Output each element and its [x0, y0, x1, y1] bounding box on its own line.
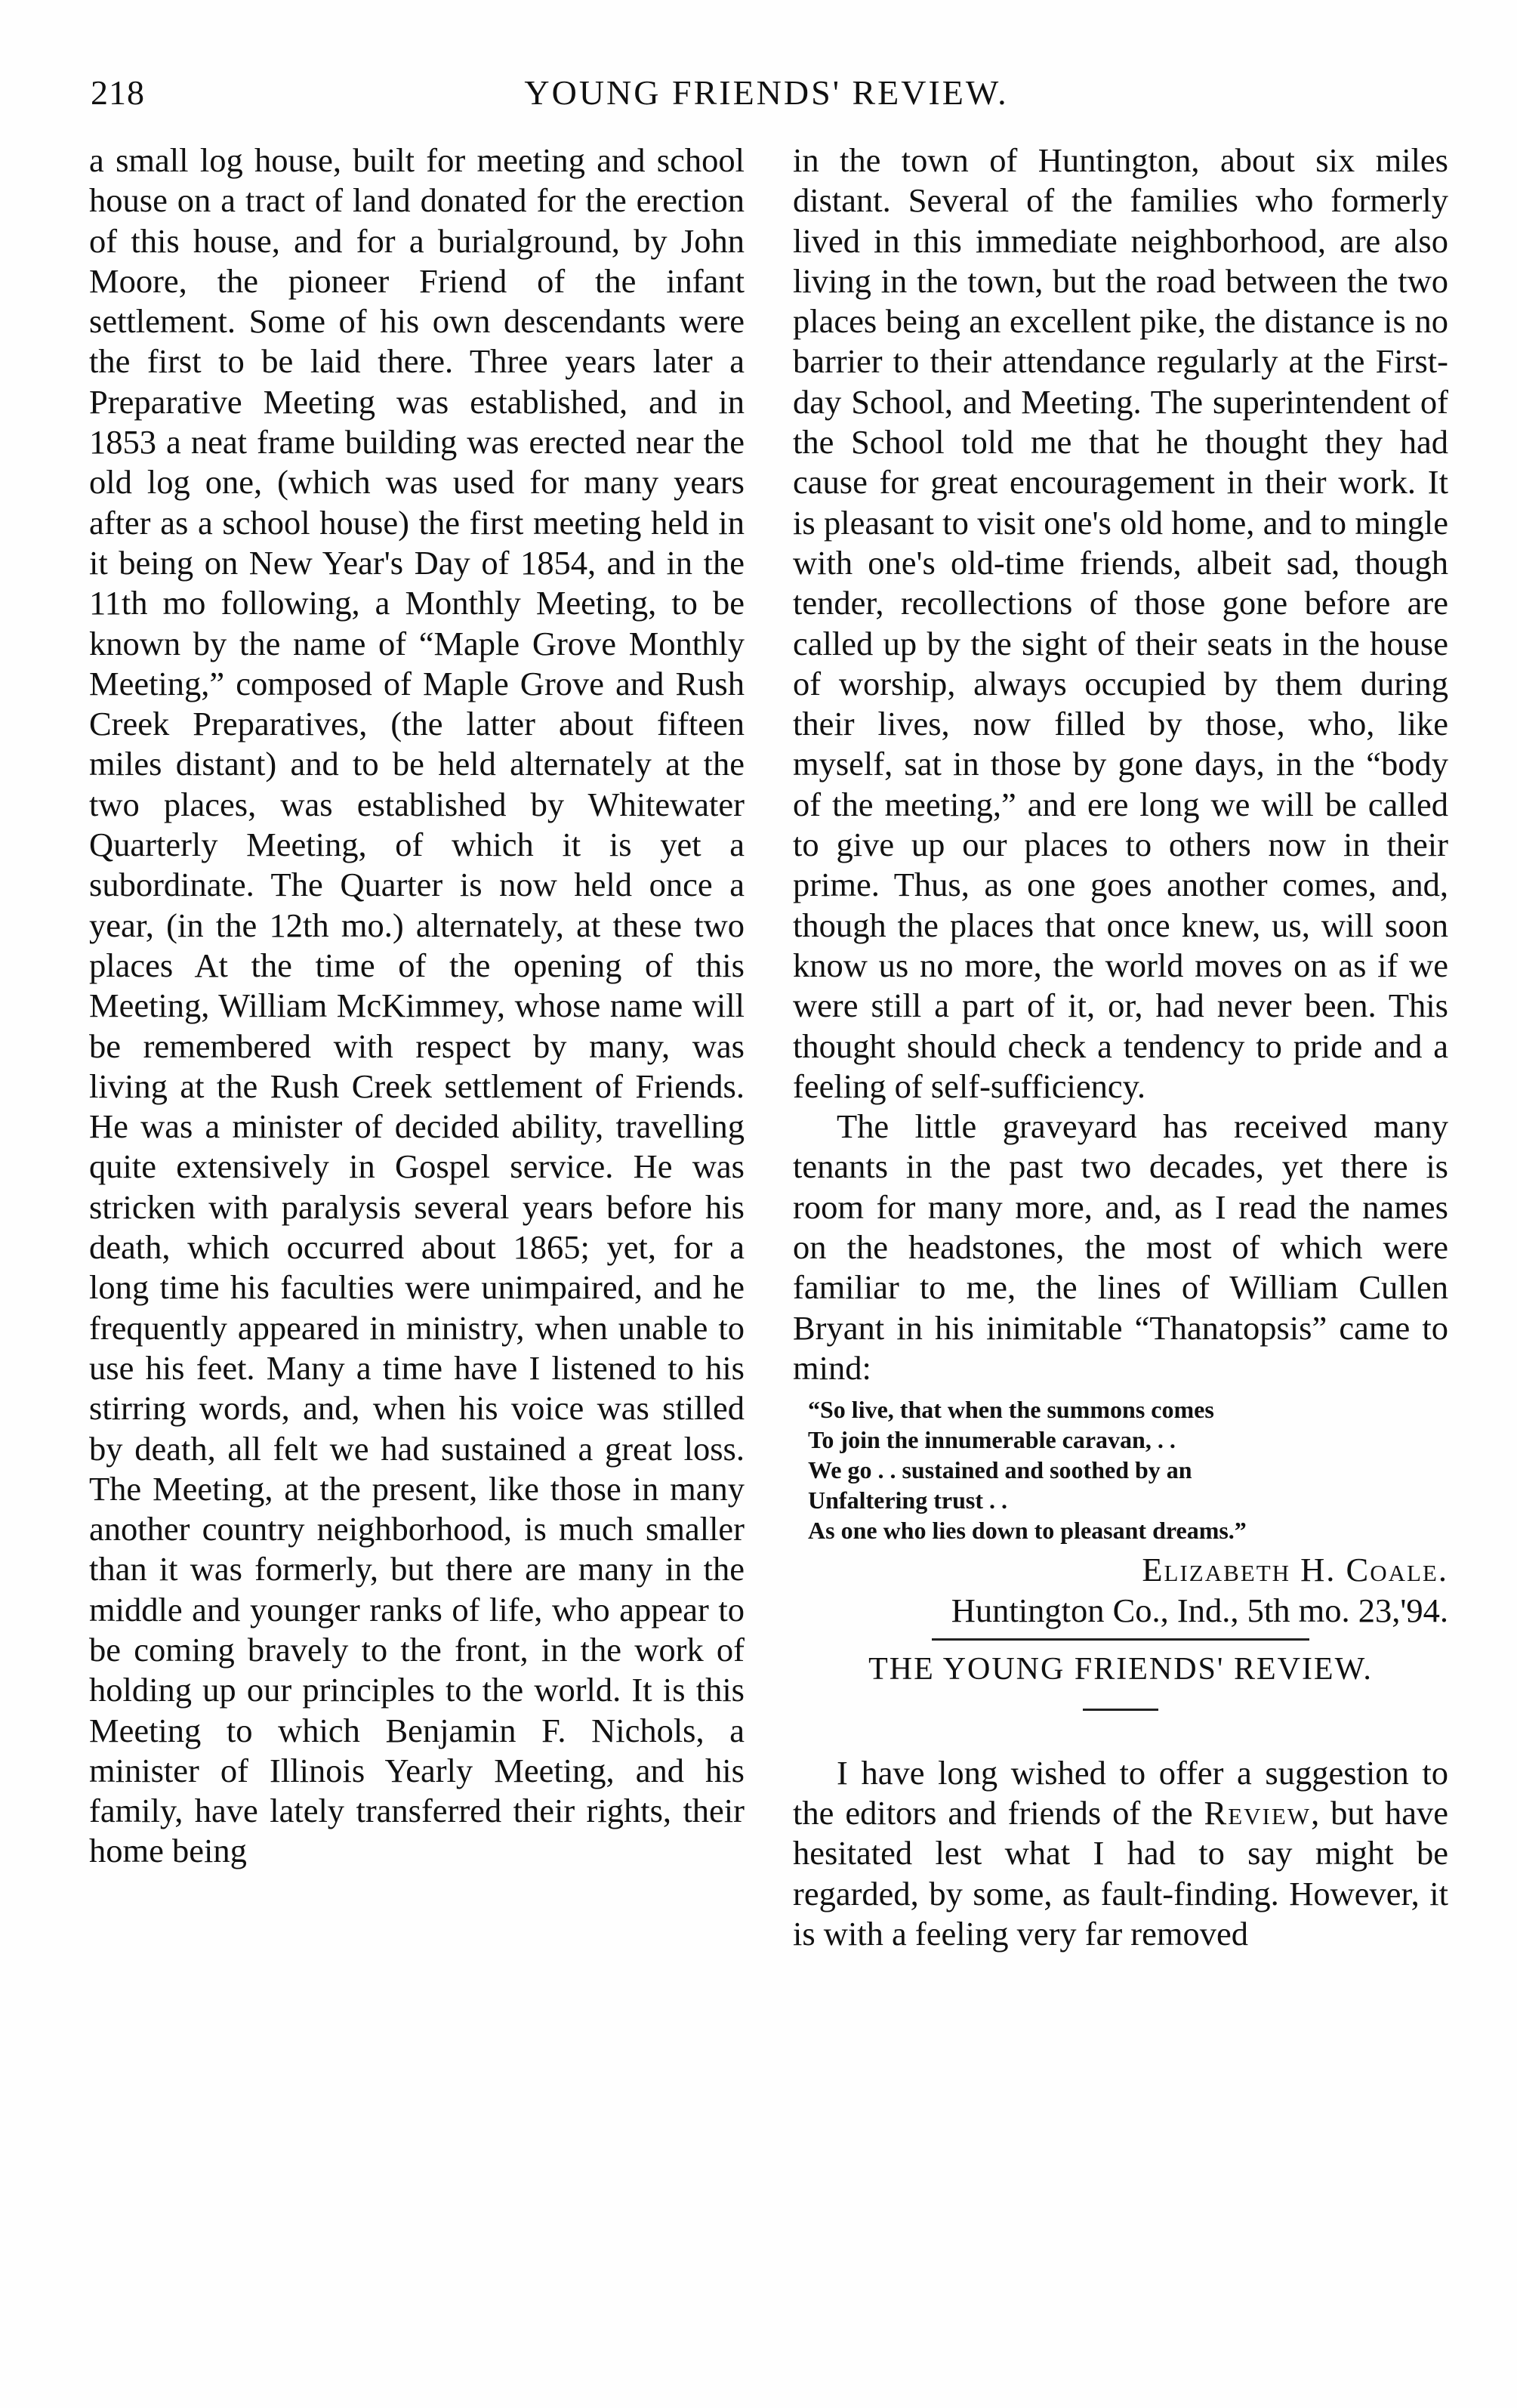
paragraph-3-after: , but have hesitated lest what I had to say might be regarded, by some, as fault-finding. However, it is with a feeling very far removed [793, 1794, 1449, 1953]
title-rule [1083, 1709, 1158, 1711]
poem-line: As one who lies down to pleasant dreams.” [808, 1517, 1247, 1545]
poem-quotation [808, 1394, 1448, 1545]
running-title: YOUNG FRIENDS' REVIEW. [524, 73, 1009, 112]
left-column [89, 140, 745, 1872]
section-divider [932, 1638, 1309, 1641]
author-signature: Elizabeth H. Coale. [1142, 1551, 1448, 1589]
right-column-paragraph-3 [793, 1753, 1448, 1954]
paragraph-3-before: I have long wished to offer a suggestion to the editors and friends of the [793, 1753, 1448, 1832]
poem-line: We go . . sustained and soothed by an [808, 1456, 1192, 1484]
section-title: THE YOUNG FRIENDS' REVIEW. [868, 1651, 1373, 1687]
place-date-line: Huntington Co., Ind., 5th mo. 23,'94. [951, 1591, 1448, 1629]
left-column-paragraph: a small log house, built for meeting and school house on a tract of land donated for the erection of this house, and for a burialground, by John Moore, the pioneer Friend of the infant settlement. Some of his own descendants were the first to be laid there. Three years later a Preparative Meeting was established, and in 1853 a neat frame building was erected near the old log one, (which was used for many years after as a school house) the first meeting held in it being on New Year's Day of 1854, and in the 11th mo following, a Monthly Meeting, to be known by the name of “Maple Grove Monthly Meeting,” composed of Maple Grove and Rush Creek Preparatives, (the latter about fifteen miles distant) and to be held alternately at the two places, was established by Whitewater Quarterly Meeting, of which it is yet a subordinate. The Quarter is now held once a year, (in the 12th mo.) alternately, at these two places At the time of the opening of this Meeting, William McKimmey, whose name will be remembered with respect by many, was living at the Rush Creek settlement of Friends. He was a minister of decided ability, travelling quite extensively in Gospel service. He was stricken with paralysis several years before his death, which occurred about 1865; yet, for a long time his faculties were unimpaired, and he frequently appeared in ministry, when unable to use his feet. Many a time have I listened to his stirring words, and, when his voice was stilled by death, all felt we had sustained a great loss. The Meeting, at the present, like those in many another country neighborhood, is much smaller than it was formerly, but there are many in the middle and younger ranks of life, who appear to be coming bravely to the front, in the work of holding up our principles to the world. It is this Meeting to which Benjamin F. Nichols, a minister of Illinois Yearly Meeting, and his family, have lately transferred their rights, their home being [89, 141, 745, 1870]
poem-line: “So live, that when the summons comes [808, 1396, 1214, 1424]
poem-line: To join the innumerable caravan, . . [808, 1426, 1176, 1454]
right-column-paragraph-1: in the town of Huntington, about six miles distant. Several of the families who formerly lived in this immediate neighborhood, are also living in the town, but the road between the two places being an excellent pike, the distance is no barrier to their attendance regularly at the First-day School, and Meeting. The superintendent of the School told me that he thought they had cause for great encouragement in their work. It is pleasant to visit one's old home, and to mingle with one's old-time friends, albeit sad, though tender, recollections of those gone before are called up by the sight of their seats in the house of worship, always occupied by them during their lives, now filled by those, who, like myself, sat in those by gone days, in the “body of the meeting,” and ere long we will be called to give up our places to others now in their prime. Thus, as one goes another comes, and, though the places that once knew, us, will soon know us no more, the world moves on as if we were still a part of it, or, had never been. This thought should check a tendency to pride and a feeling of self-sufficiency. [793, 141, 1448, 1105]
page-header [91, 73, 1442, 133]
poem-line: Unfaltering trust . . [808, 1486, 1007, 1514]
page-number: 218 [91, 73, 145, 112]
right-column [793, 140, 1448, 1954]
review-word: Review [1204, 1794, 1312, 1832]
right-column-paragraph-2: The little graveyard has received many tenants in the past two decades, yet there is room for many more, and, as I read the names on the headstones, the most of which were familiar to me, the lines of William Cullen Bryant in his inimitable “Thanatopsis” came to mind: [793, 1107, 1448, 1387]
